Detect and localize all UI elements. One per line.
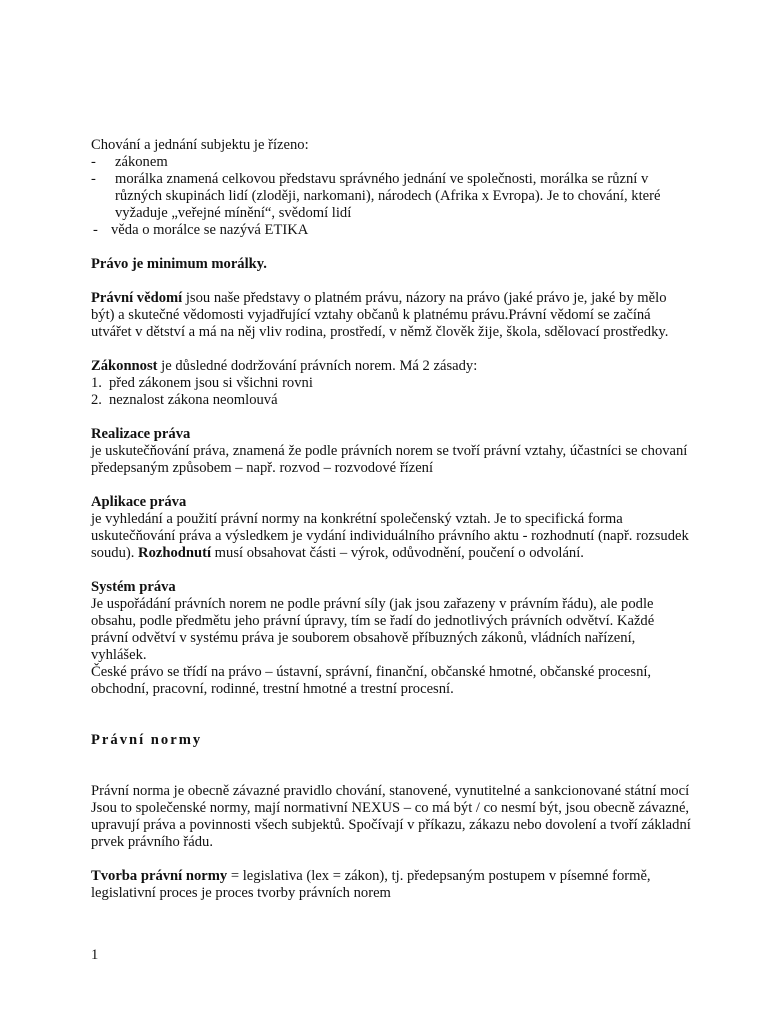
list-item-text: věda o morálce se nazývá ETIKA <box>111 222 309 238</box>
aplikace-heading: Aplikace práva <box>91 494 187 510</box>
list-item-text: před zákonem jsou si všichni rovni <box>109 375 313 391</box>
aplikace-text: je vyhledání a použití právní normy na konkrétní společenský vztah. Je to specifická forma uskutečňování práva a výsledkem je vydání individuálního právního aktu - rozhodnutí (např. rozsudek soudu). Rozhodnutí musí obsahovat části – výrok, odůvodnění, poučení o odvolání. <box>91 511 689 561</box>
system-text-2: České právo se třídí na právo – ústavní, správní, finanční, občanské hmotné, občanské procesní, obchodní, pracovní, rodinné, trestní hmotné a trestní procesní. <box>91 664 652 697</box>
vedomi-paragraph: Právní vědomí jsou naše představy o platném právu, názory na právo (jaké právo je, jaké by mělo být) a skutečné vědomosti vyjadřující vztahy občanů k platnému právu.Právní vědomí se začíná utvářet v dětství a má na něj vliv rodina, prostředí, v němž člověk žije, škola, sdělovací prostředky. <box>91 290 669 340</box>
list-item <box>91 171 691 222</box>
list-item <box>91 154 691 171</box>
system-text-1: Je uspořádání právních norem ne podle právní síly (jak jsou zařazeny v právním řádu), ale podle obsahu, podle předmětu jeho právní úpravy, tím se řadí do jednotlivých právních odvětví. Každé právní odvětví v systému práva je souborem obsahově příbuzných zákonů, vládních nařízení, vyhlášek. <box>91 596 655 663</box>
tvorba-term: Tvorba právní normy <box>91 868 228 884</box>
list-marker: - <box>91 171 96 187</box>
normy-heading: Právní normy <box>91 732 203 748</box>
intro-lead: Chování a jednání subjektu je řízeno: <box>91 137 309 153</box>
list-item-text: zákonem <box>115 154 168 170</box>
list-item-text: morálka znamená celkovou představu správného jednání ve společnosti, morálka se různí v různých skupinách lidí (zloději, narkomani), národech (Afrika x Evropa). Je to chování, které vyžaduje „veřejné mínění“, svědomí lidí <box>115 171 661 221</box>
realizace-text: je uskutečňování práva, znamená že podle právních norem se tvoří právní vztahy, účastníci se chovaní předepsaným způsobem – např. rozvod – rozvodové řízení <box>91 443 688 476</box>
list-marker: - <box>93 222 98 238</box>
rozhodnuti-term: Rozhodnutí <box>138 545 212 561</box>
zakonnost-term: Zákonnost <box>91 358 158 374</box>
list-marker: - <box>91 154 96 170</box>
realizace-heading: Realizace práva <box>91 426 191 442</box>
system-heading: Systém práva <box>91 579 176 595</box>
list-item <box>91 375 691 392</box>
page-number: 1 <box>91 947 99 963</box>
tvorba-paragraph: Tvorba právní normy = legislativa (lex = zákon), tj. předepsaným postupem v písemné formě, legislativní proces je proces tvorby právních norem <box>91 868 651 901</box>
minimum-heading: Právo je minimum morálky. <box>91 256 267 272</box>
list-item <box>91 222 691 239</box>
normy-text-2: Jsou to společenské normy, mají normativní NEXUS – co má být / co nesmí být, jsou obecně závazné, upravují práva a povinnosti všech subjektů. Spočívají v příkazu, zákazu nebo dovolení a tvoří základní prvek právního řádu. <box>91 800 691 850</box>
list-item <box>91 392 691 409</box>
vedomi-term: Právní vědomí <box>91 290 183 306</box>
zakonnost-paragraph: Zákonnost je důsledné dodržování právních norem. Má 2 zásady: <box>91 358 478 374</box>
normy-text-1: Právní norma je obecně závazné pravidlo chování, stanovené, vynutitelné a sankcionované státní mocí <box>91 783 690 799</box>
list-marker: 2. <box>91 392 102 408</box>
document-body <box>91 137 691 902</box>
list-item-text: neznalost zákona neomlouvá <box>109 392 278 408</box>
list-marker: 1. <box>91 375 102 391</box>
